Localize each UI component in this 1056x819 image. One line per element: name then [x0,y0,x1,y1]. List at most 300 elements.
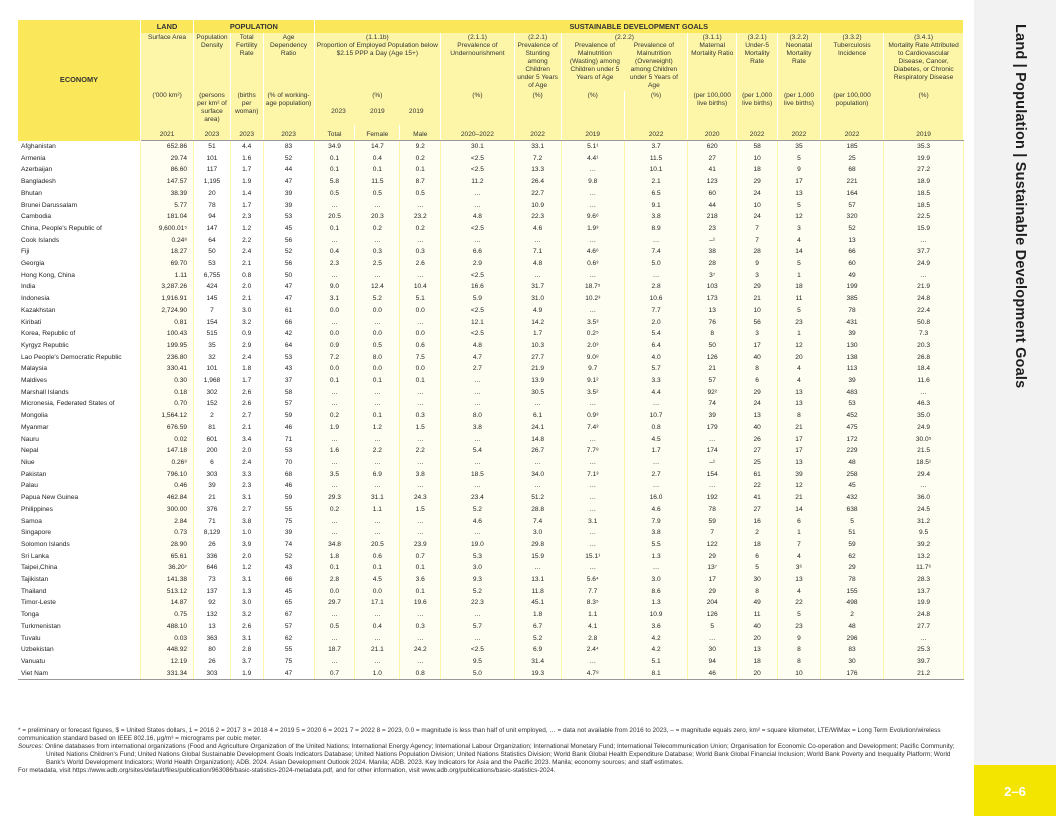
table-cell: … [400,656,441,668]
table-cell: 6.4 [624,340,687,352]
table-cell: 17.1 [355,597,400,609]
table-cell: 15.9 [514,551,561,563]
table-cell: 145 [194,293,231,305]
table-cell: … [441,457,515,469]
table-cell: 5.77 [141,200,194,212]
table-cell: 0.0 [355,586,400,598]
economy-name: China, People's Republic of [18,223,141,235]
table-cell: 2.5 [355,258,400,270]
table-cell: 46 [688,668,737,680]
table-cell: 30.5 [514,387,561,399]
table-cell: 45 [263,223,314,235]
table-cell: 303 [194,668,231,680]
unit-label: ('000 km²) [141,91,194,125]
table-row [18,668,964,680]
table-cell: 22.4 [884,305,964,317]
table-cell: 2.6 [230,621,263,633]
table-cell: 61 [737,469,778,481]
table-cell: 646 [194,562,231,574]
table-cell: … [624,480,687,492]
table-cell: 164 [820,188,883,200]
table-cell: 48 [820,457,883,469]
table-cell: 11.5 [355,176,400,188]
table-cell: 21 [778,422,821,434]
table-cell: 78 [820,574,883,586]
table-cell: 3.3 [624,375,687,387]
table-row [18,527,964,539]
table-cell: 4.6⁶ [561,246,624,258]
table-cell: 4.6 [624,504,687,516]
table-row [18,492,964,504]
table-cell: 1,968 [194,375,231,387]
table-cell: 47 [263,293,314,305]
table-row [18,434,964,446]
table-cell: 103 [688,281,737,293]
table-cell: 5 [778,609,821,621]
table-cell: 24.1 [514,422,561,434]
table-cell: 62 [820,551,883,563]
table-cell: 179 [688,422,737,434]
table-cell: 336 [194,551,231,563]
table-cell: 0.1 [400,586,441,598]
table-cell: … [688,480,737,492]
table-cell: … [355,200,400,212]
table-cell: 27 [737,504,778,516]
table-cell: … [400,387,441,399]
table-cell: 0.30 [141,375,194,387]
table-cell: 9.2 [400,141,441,153]
year-label: 2019 [561,125,624,141]
table-cell: 13.9 [514,375,561,387]
table-cell: 26 [194,539,231,551]
economy-name: Bhutan [18,188,141,200]
table-cell: 35.3 [884,141,964,153]
economy-name: Taipei,China [18,562,141,574]
table-cell: 2.2 [355,445,400,457]
table-row [18,153,964,165]
table-cell: 3⁶ [778,562,821,574]
table-cell: 0.6³ [561,258,624,270]
unit-label: (per 100,000 population) [820,91,883,125]
table-cell: … [441,375,515,387]
table-cell: 123 [688,176,737,188]
table-cell: … [400,398,441,410]
table-cell: 10.7 [624,410,687,422]
table-cell: 9.5 [441,656,515,668]
table-cell: 172 [820,434,883,446]
year-label: 2022 [820,125,883,141]
table-cell: … [561,539,624,551]
table-cell: 1.2 [230,223,263,235]
table-cell: … [441,609,515,621]
table-cell: … [441,398,515,410]
table-cell: 3.9 [230,539,263,551]
table-cell: 49 [737,597,778,609]
economy-name: Indonesia [18,293,141,305]
year-label: 2019 [884,125,964,141]
table-cell: 1.3 [624,597,687,609]
table-cell: 8.1 [624,668,687,680]
table-cell: 53 [263,445,314,457]
table-cell: 5.2 [514,633,561,645]
table-cell: 59 [263,410,314,422]
table-cell: … [561,305,624,317]
table-cell: 51.2 [514,492,561,504]
table-row [18,246,964,258]
table-row [18,398,964,410]
table-cell: 236.80 [141,352,194,364]
table-row [18,223,964,235]
table-cell: 1.0 [355,668,400,680]
table-row [18,504,964,516]
year-label: 2023 [194,125,231,141]
table-cell: 126 [688,609,737,621]
table-cell: … [514,457,561,469]
table-cell: 32 [194,352,231,364]
table-cell: 0.2 [400,153,441,165]
table-cell: 23 [778,621,821,633]
economy-name: Philippines [18,504,141,516]
table-cell: 73 [194,574,231,586]
table-cell: 0.2 [400,223,441,235]
table-cell: … [355,516,400,528]
economy-name: Sri Lanka [18,551,141,563]
table-cell: 385 [820,293,883,305]
unit-label: (%) [561,91,624,125]
table-cell: 3.5² [561,387,624,399]
table-cell: 1.9³ [561,223,624,235]
table-cell: 57 [688,375,737,387]
table-cell: 100.43 [141,328,194,340]
table-cell: 0.0 [355,305,400,317]
table-cell: 30.0⁵ [884,434,964,446]
table-cell: 10.9 [624,609,687,621]
table-cell: … [314,398,355,410]
economy-name: Cambodia [18,211,141,223]
table-cell: 47 [263,668,314,680]
table-cell: 26.4 [514,176,561,188]
col-header: (3.4.1) Mortality Rate Attributed to Cardiovascular Disease, Cancer, Diabetes, or Chronic Respiratory Disease [884,33,964,91]
table-cell: 0.5 [355,340,400,352]
table-cell: 8.6 [624,586,687,598]
table-cell: 4.8 [514,258,561,270]
table-cell: 0.3 [400,621,441,633]
table-cell: 26 [194,656,231,668]
table-cell: 0.6 [400,340,441,352]
table-cell: 59 [688,516,737,528]
table-cell: 199.95 [141,340,194,352]
economy-name: Timor-Leste [18,597,141,609]
table-cell: 9 [737,258,778,270]
table-cell: 45 [263,586,314,598]
table-cell: 19.6 [400,597,441,609]
table-cell: 2.4 [230,457,263,469]
table-cell: 5.4 [624,328,687,340]
table-cell: 26 [737,434,778,446]
table-cell: 18.5 [884,188,964,200]
table-cell: 29.74 [141,153,194,165]
table-cell: 13 [194,621,231,633]
unit-label: (%) 2023 2019 2019 [314,91,441,125]
table-cell: 47 [263,281,314,293]
economy-name: India [18,281,141,293]
table-cell: 0.46 [141,480,194,492]
table-cell: 66 [820,246,883,258]
table-cell: 1.8 [314,551,355,563]
table-cell: 7.2 [314,352,355,364]
table-cell: 152 [194,398,231,410]
table-cell: 56 [263,258,314,270]
table-cell: 40 [737,422,778,434]
table-cell: 0.1 [355,164,400,176]
table-cell: 0.2 [314,504,355,516]
col-header: Age Dependency Ratio [263,33,314,91]
table-cell: 31.4 [514,656,561,668]
table-cell: 20 [737,668,778,680]
table-cell: 0.3 [400,246,441,258]
table-cell: 46 [263,480,314,492]
table-cell: 1.7 [230,164,263,176]
table-cell: 51 [820,527,883,539]
table-cell: … [355,398,400,410]
table-cell: 30.1 [441,141,515,153]
table-cell: 4.7 [441,352,515,364]
table-cell: 7.4 [624,246,687,258]
table-cell: 12.1 [441,317,515,329]
table-cell: … [884,235,964,247]
table-cell: … [314,480,355,492]
table-cell: 12.19 [141,656,194,668]
table-cell: 1.6 [314,445,355,457]
table-cell: … [561,398,624,410]
table-cell: 20 [737,633,778,645]
table-cell: 498 [820,597,883,609]
table-cell: 4.1 [561,621,624,633]
table-cell: 45 [820,480,883,492]
table-cell: 5.4 [441,445,515,457]
table-cell: <2.5 [441,270,515,282]
group-population: POPULATION [194,20,314,33]
table-row [18,621,964,633]
table-cell: 65 [263,597,314,609]
table-cell: 5.1 [400,293,441,305]
table-cell: 18.7⁵ [561,281,624,293]
table-cell: 3.7 [230,656,263,668]
table-cell: 19.0 [441,539,515,551]
table-cell: 27.2 [884,164,964,176]
economy-name: Hong Kong, China [18,270,141,282]
table-cell: … [355,633,400,645]
table-cell: 13 [737,410,778,422]
table-cell: 2.4 [230,246,263,258]
table-cell: 363 [194,633,231,645]
table-cell: 303 [194,469,231,481]
table-cell: 66 [263,574,314,586]
table-cell: 3.8 [441,422,515,434]
table-cell: 48 [820,621,883,633]
table-cell: 27 [688,153,737,165]
table-cell: … [561,480,624,492]
table-cell: 652.86 [141,141,194,153]
table-cell: 6 [737,551,778,563]
table-cell: 173 [688,293,737,305]
table-cell: … [514,398,561,410]
table-cell: 3⁷ [688,270,737,282]
table-cell: 2.0 [624,317,687,329]
table-cell: 176 [820,668,883,680]
table-cell: 137 [194,586,231,598]
table-row [18,562,964,574]
table-cell: 50 [194,246,231,258]
sources-label: Sources: [18,743,44,751]
table-cell: 2 [194,410,231,422]
table-cell: 1.3 [230,586,263,598]
table-cell: … [400,516,441,528]
table-cell: 38.39 [141,188,194,200]
table-cell: 0.2 [355,223,400,235]
table-cell: 29.3 [314,492,355,504]
table-cell: … [514,562,561,574]
table-cell: 55 [263,504,314,516]
table-cell: 0.7 [314,668,355,680]
footnotes [18,727,964,776]
table-cell: 0.1 [355,562,400,574]
table-cell: … [688,633,737,645]
table-cell: 11 [778,293,821,305]
table-cell: 11.5 [624,153,687,165]
unit-label: (%) [884,91,964,125]
table-cell: <2.5 [441,328,515,340]
table-cell: 24 [737,188,778,200]
table-cell: 8,129 [194,527,231,539]
table-cell: 126 [688,352,737,364]
table-cell: 2.7 [230,410,263,422]
table-cell: 70 [263,457,314,469]
table-cell: 50.8 [884,317,964,329]
table-cell: … [355,387,400,399]
table-cell: … [400,200,441,212]
table-cell: 10 [778,668,821,680]
economy-name: Vanuatu [18,656,141,668]
table-cell: 34.0 [514,469,561,481]
table-cell: 44 [688,200,737,212]
table-cell: 11.8 [514,586,561,598]
table-cell: 57 [263,621,314,633]
table-cell: 9.6⁶ [561,211,624,223]
table-cell: 22 [737,480,778,492]
economy-name: Thailand [18,586,141,598]
table-cell: 199 [820,281,883,293]
table-cell: 1.5 [400,422,441,434]
economy-name: Brunei Darussalam [18,200,141,212]
table-cell: 22.5 [884,211,964,223]
table-cell: 483 [820,387,883,399]
table-cell: 5.0 [441,668,515,680]
table-cell: 9.1² [561,375,624,387]
table-cell: 17 [778,176,821,188]
table-cell: 35 [194,340,231,352]
table-cell: 30 [820,656,883,668]
table-cell: … [514,480,561,492]
legend-note: * = preliminary or forecast figures, $ = United States dollars, 1 = 2016 2 = 2017 3 = 2018 4 = 2019 5 = 2020 6 = 2021 7 = 2022 8 = 2023, 0.0 = magnitude is less than half of unit employed, … = data not available from 2016 to 2023, – = magnitude equals zero, km² = square kilometer, LTE/WiMax = Long Term Evolution/wireless communication standard based on IEEE 802.16, μg/m³ = micrograms per cubic meter. [18,727,941,743]
table-cell: … [400,633,441,645]
table-cell: 78 [688,504,737,516]
table-cell: 2.3 [230,480,263,492]
table-cell: 2 [820,609,883,621]
table-cell: 4 [778,235,821,247]
economy-name: Bangladesh [18,176,141,188]
table-cell: … [314,527,355,539]
table-cell: 1.3 [624,551,687,563]
table-cell: 34.9 [314,141,355,153]
table-cell: 50 [263,270,314,282]
table-cell: 1 [778,328,821,340]
table-cell: 6 [737,375,778,387]
table-cell: 49 [820,270,883,282]
table-cell: … [314,270,355,282]
table-cell: 12 [778,211,821,223]
col-header: (3.1.1) Maternal Mortality Ratio [688,33,737,91]
table-cell: … [355,480,400,492]
table-cell: … [561,457,624,469]
table-cell: 52 [820,223,883,235]
table-cell: 3 [778,223,821,235]
table-cell: 117 [194,164,231,176]
table-row [18,340,964,352]
economy-name: Myanmar [18,422,141,434]
table-cell: 16 [737,516,778,528]
table-cell: 3.3 [230,469,263,481]
table-row [18,586,964,598]
table-cell: 101 [194,153,231,165]
table-cell: 39 [194,480,231,492]
table-cell: … [314,457,355,469]
table-cell: 424 [194,281,231,293]
unit-label: (%) [514,91,561,125]
table-cell: 43 [263,562,314,574]
table-cell: 5.2 [355,293,400,305]
table-cell: 0.2 [314,410,355,422]
table-cell: 3.1 [230,633,263,645]
table-cell: 66 [263,317,314,329]
table-cell: 4.2 [624,644,687,656]
table-cell: 25.3 [884,644,964,656]
table-cell: 13 [778,574,821,586]
table-cell: 29.4 [884,469,964,481]
table-cell: … [314,434,355,446]
table-cell: 4.9 [514,305,561,317]
table-cell: 8.3⁵ [561,597,624,609]
table-cell: 4.5 [355,574,400,586]
table-cell: 21.9 [514,363,561,375]
table-cell: 26.8 [884,352,964,364]
table-cell: 8.0 [441,410,515,422]
table-cell: 0.5 [355,188,400,200]
table-row [18,422,964,434]
table-cell: 4.0 [624,352,687,364]
table-cell: 41 [688,164,737,176]
table-cell: 46 [263,422,314,434]
table-cell: 4.4 [624,387,687,399]
table-cell: 0.9 [314,340,355,352]
table-cell: <2.5 [441,223,515,235]
table-cell: 7 [688,527,737,539]
table-cell: 4.8 [441,340,515,352]
table-cell: 59 [263,492,314,504]
table-cell: 1.9 [230,668,263,680]
year-label: 2022 [514,125,561,141]
table-cell: 26.7 [514,445,561,457]
